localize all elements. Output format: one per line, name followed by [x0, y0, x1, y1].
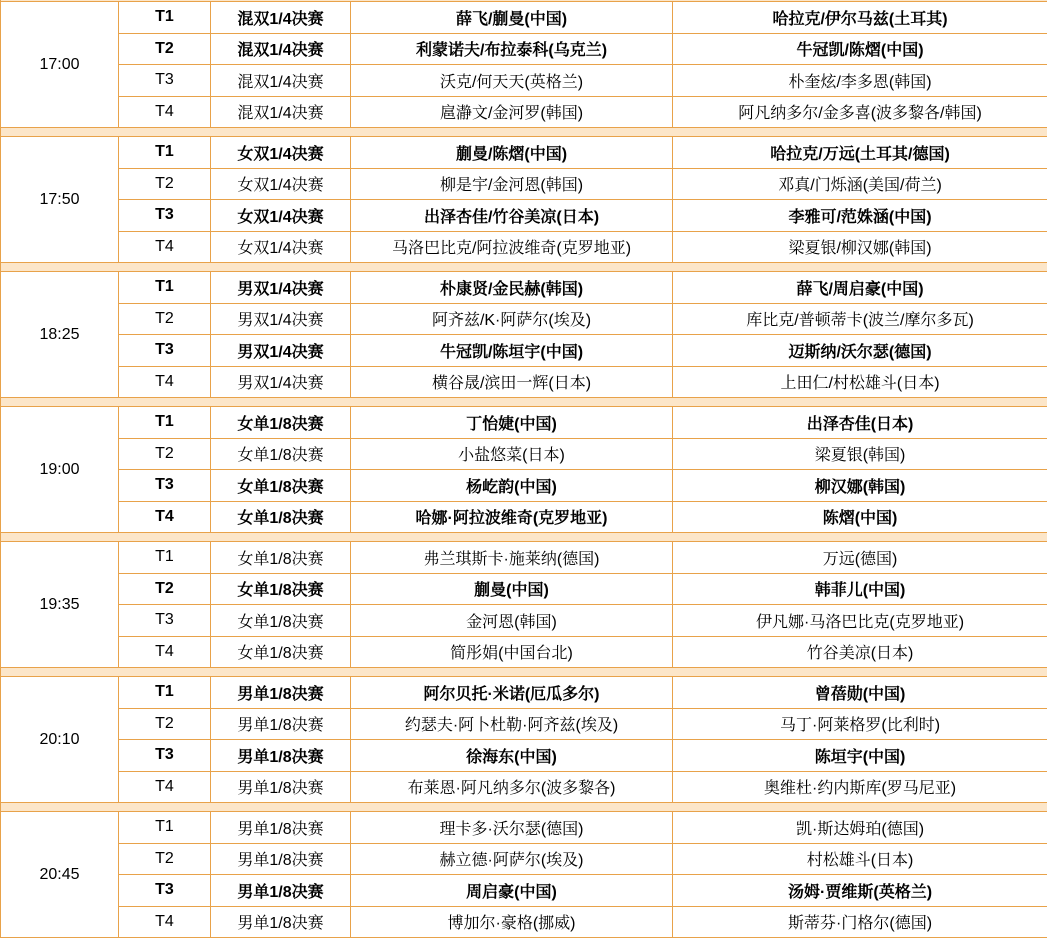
player-one: 柳是宇/金河恩(韩国): [351, 168, 673, 200]
match-row: [1, 407, 1047, 439]
player-two: 上田仁/村松雄斗(日本): [673, 366, 1047, 398]
table-number: T4: [119, 636, 211, 668]
table-number: T2: [119, 843, 211, 875]
match-row: [1, 771, 1047, 803]
event-name: 女单1/8决赛: [211, 501, 351, 533]
player-two: 曾蓓勋(中国): [673, 677, 1047, 709]
match-row: [1, 812, 1047, 844]
session-divider: [1, 668, 1047, 677]
player-two: 朴奎炫/李多恩(韩国): [673, 65, 1047, 97]
table-number: T4: [119, 906, 211, 938]
match-row: [1, 137, 1047, 169]
event-name: 女单1/8决赛: [211, 542, 351, 574]
event-name: 男双1/4决赛: [211, 272, 351, 304]
divider-cell: [1, 128, 1047, 137]
event-name: 男单1/8决赛: [211, 906, 351, 938]
match-row: [1, 542, 1047, 574]
player-two: 邓真/门烁涵(美国/荷兰): [673, 168, 1047, 200]
player-two: 库比克/普顿蒂卡(波兰/摩尔多瓦): [673, 303, 1047, 335]
player-two: 凯·斯达姆珀(德国): [673, 812, 1047, 844]
player-one: 周启豪(中国): [351, 875, 673, 907]
session-time: 18:25: [1, 272, 119, 398]
player-one: 牛冠凯/陈垣宇(中国): [351, 335, 673, 367]
event-name: 女单1/8决赛: [211, 470, 351, 502]
match-row: [1, 65, 1047, 97]
table-number: T1: [119, 812, 211, 844]
table-number: T1: [119, 272, 211, 304]
session-divider: [1, 263, 1047, 272]
session-time: 20:45: [1, 812, 119, 938]
player-two: 斯蒂芬·门格尔(德国): [673, 906, 1047, 938]
table-number: T2: [119, 573, 211, 605]
table-number: T4: [119, 231, 211, 263]
match-row: [1, 470, 1047, 502]
player-one: 马洛巴比克/阿拉波维奇(克罗地亚): [351, 231, 673, 263]
event-name: 男单1/8决赛: [211, 875, 351, 907]
player-two: 阿凡纳多尔/金多喜(波多黎各/韩国): [673, 96, 1047, 128]
event-name: 混双1/4决赛: [211, 2, 351, 34]
event-name: 混双1/4决赛: [211, 33, 351, 65]
session-time: 17:00: [1, 2, 119, 128]
divider-cell: [1, 668, 1047, 677]
table-number: T1: [119, 407, 211, 439]
table-number: T3: [119, 335, 211, 367]
session-divider: [1, 128, 1047, 137]
player-one: 朴康贤/金民赫(韩国): [351, 272, 673, 304]
event-name: 男双1/4决赛: [211, 303, 351, 335]
player-one: 出泽杏佳/竹谷美凉(日本): [351, 200, 673, 232]
event-name: 女双1/4决赛: [211, 231, 351, 263]
event-name: 男双1/4决赛: [211, 366, 351, 398]
player-two: 村松雄斗(日本): [673, 843, 1047, 875]
event-name: 男单1/8决赛: [211, 677, 351, 709]
table-number: T1: [119, 677, 211, 709]
match-row: [1, 96, 1047, 128]
player-one: 蒯曼/陈熠(中国): [351, 137, 673, 169]
player-one: 薛飞/蒯曼(中国): [351, 2, 673, 34]
session-time: 19:35: [1, 542, 119, 668]
player-two: 汤姆·贾维斯(英格兰): [673, 875, 1047, 907]
match-row: [1, 366, 1047, 398]
session-time: 17:50: [1, 137, 119, 263]
player-two: 万远(德国): [673, 542, 1047, 574]
player-one: 横谷晟/滨田一辉(日本): [351, 366, 673, 398]
player-one: 沃克/何天天(英格兰): [351, 65, 673, 97]
player-two: 出泽杏佳(日本): [673, 407, 1047, 439]
table-number: T2: [119, 438, 211, 470]
session-divider: [1, 398, 1047, 407]
match-row: [1, 843, 1047, 875]
player-one: 哈娜·阿拉波维奇(克罗地亚): [351, 501, 673, 533]
match-row: [1, 677, 1047, 709]
event-name: 男单1/8决赛: [211, 708, 351, 740]
event-name: 女单1/8决赛: [211, 605, 351, 637]
player-one: 扈瀞文/金河罗(韩国): [351, 96, 673, 128]
event-name: 男单1/8决赛: [211, 771, 351, 803]
player-one: 阿齐兹/K·阿萨尔(埃及): [351, 303, 673, 335]
player-two: 哈拉克/万远(土耳其/德国): [673, 137, 1047, 169]
player-two: 牛冠凯/陈熠(中国): [673, 33, 1047, 65]
event-name: 女双1/4决赛: [211, 137, 351, 169]
event-name: 女双1/4决赛: [211, 168, 351, 200]
match-row: [1, 501, 1047, 533]
player-one: 杨屹韵(中国): [351, 470, 673, 502]
session-divider: [1, 533, 1047, 542]
event-name: 女单1/8决赛: [211, 407, 351, 439]
match-row: [1, 335, 1047, 367]
player-two: 陈熠(中国): [673, 501, 1047, 533]
match-row: [1, 740, 1047, 772]
player-one: 布莱恩·阿凡纳多尔(波多黎各): [351, 771, 673, 803]
session-time: 20:10: [1, 677, 119, 803]
table-number: T3: [119, 875, 211, 907]
player-two: 迈斯纳/沃尔瑟(德国): [673, 335, 1047, 367]
player-one: 蒯曼(中国): [351, 573, 673, 605]
player-two: 伊凡娜·马洛巴比克(克罗地亚): [673, 605, 1047, 637]
match-row: [1, 272, 1047, 304]
player-two: 陈垣宇(中国): [673, 740, 1047, 772]
event-name: 男单1/8决赛: [211, 740, 351, 772]
match-row: [1, 33, 1047, 65]
table-number: T3: [119, 200, 211, 232]
player-one: 博加尔·豪格(挪威): [351, 906, 673, 938]
divider-cell: [1, 803, 1047, 812]
player-one: 赫立德·阿萨尔(埃及): [351, 843, 673, 875]
table-number: T4: [119, 501, 211, 533]
divider-cell: [1, 398, 1047, 407]
player-one: 小盐悠菜(日本): [351, 438, 673, 470]
player-one: 约瑟夫·阿卜杜勒·阿齐兹(埃及): [351, 708, 673, 740]
match-row: [1, 636, 1047, 668]
match-row: [1, 906, 1047, 938]
match-row: [1, 303, 1047, 335]
player-one: 弗兰琪斯卡·施莱纳(德国): [351, 542, 673, 574]
table-number: T3: [119, 65, 211, 97]
player-one: 徐海东(中国): [351, 740, 673, 772]
event-name: 女单1/8决赛: [211, 573, 351, 605]
match-row: [1, 438, 1047, 470]
player-one: 丁怡婕(中国): [351, 407, 673, 439]
table-number: T2: [119, 708, 211, 740]
divider-cell: [1, 263, 1047, 272]
player-one: 阿尔贝托·米诺(厄瓜多尔): [351, 677, 673, 709]
match-row: [1, 168, 1047, 200]
player-two: 竹谷美凉(日本): [673, 636, 1047, 668]
event-name: 男单1/8决赛: [211, 812, 351, 844]
divider-cell: [1, 533, 1047, 542]
table-number: T3: [119, 740, 211, 772]
table-number: T2: [119, 33, 211, 65]
event-name: 男单1/8决赛: [211, 843, 351, 875]
event-name: 女单1/8决赛: [211, 636, 351, 668]
match-row: [1, 605, 1047, 637]
player-two: 韩菲儿(中国): [673, 573, 1047, 605]
player-one: 利蒙诺夫/布拉泰科(乌克兰): [351, 33, 673, 65]
table-number: T2: [119, 303, 211, 335]
match-row: [1, 2, 1047, 34]
table-number: T3: [119, 605, 211, 637]
session-divider: [1, 803, 1047, 812]
player-one: 理卡多·沃尔瑟(德国): [351, 812, 673, 844]
table-number: T1: [119, 542, 211, 574]
event-name: 女双1/4决赛: [211, 200, 351, 232]
table-number: T3: [119, 470, 211, 502]
match-row: [1, 200, 1047, 232]
player-one: 简彤娟(中国台北): [351, 636, 673, 668]
table-number: T2: [119, 168, 211, 200]
match-row: [1, 573, 1047, 605]
match-row: [1, 231, 1047, 263]
event-name: 男双1/4决赛: [211, 335, 351, 367]
schedule-body: [1, 0, 1047, 938]
player-two: 哈拉克/伊尔马兹(土耳其): [673, 2, 1047, 34]
table-number: T4: [119, 366, 211, 398]
event-name: 混双1/4决赛: [211, 65, 351, 97]
player-two: 奥维杜·约内斯库(罗马尼亚): [673, 771, 1047, 803]
match-row: [1, 875, 1047, 907]
player-two: 梁夏银(韩国): [673, 438, 1047, 470]
table-number: T4: [119, 771, 211, 803]
player-one: 金河恩(韩国): [351, 605, 673, 637]
player-two: 柳汉娜(韩国): [673, 470, 1047, 502]
match-row: [1, 708, 1047, 740]
session-time: 19:00: [1, 407, 119, 533]
table-number: T4: [119, 96, 211, 128]
event-name: 混双1/4决赛: [211, 96, 351, 128]
player-two: 马丁·阿莱格罗(比利时): [673, 708, 1047, 740]
player-two: 梁夏银/柳汉娜(韩国): [673, 231, 1047, 263]
event-name: 女单1/8决赛: [211, 438, 351, 470]
table-number: T1: [119, 2, 211, 34]
player-two: 薛飞/周启豪(中国): [673, 272, 1047, 304]
player-two: 李雅可/范姝涵(中国): [673, 200, 1047, 232]
table-number: T1: [119, 137, 211, 169]
